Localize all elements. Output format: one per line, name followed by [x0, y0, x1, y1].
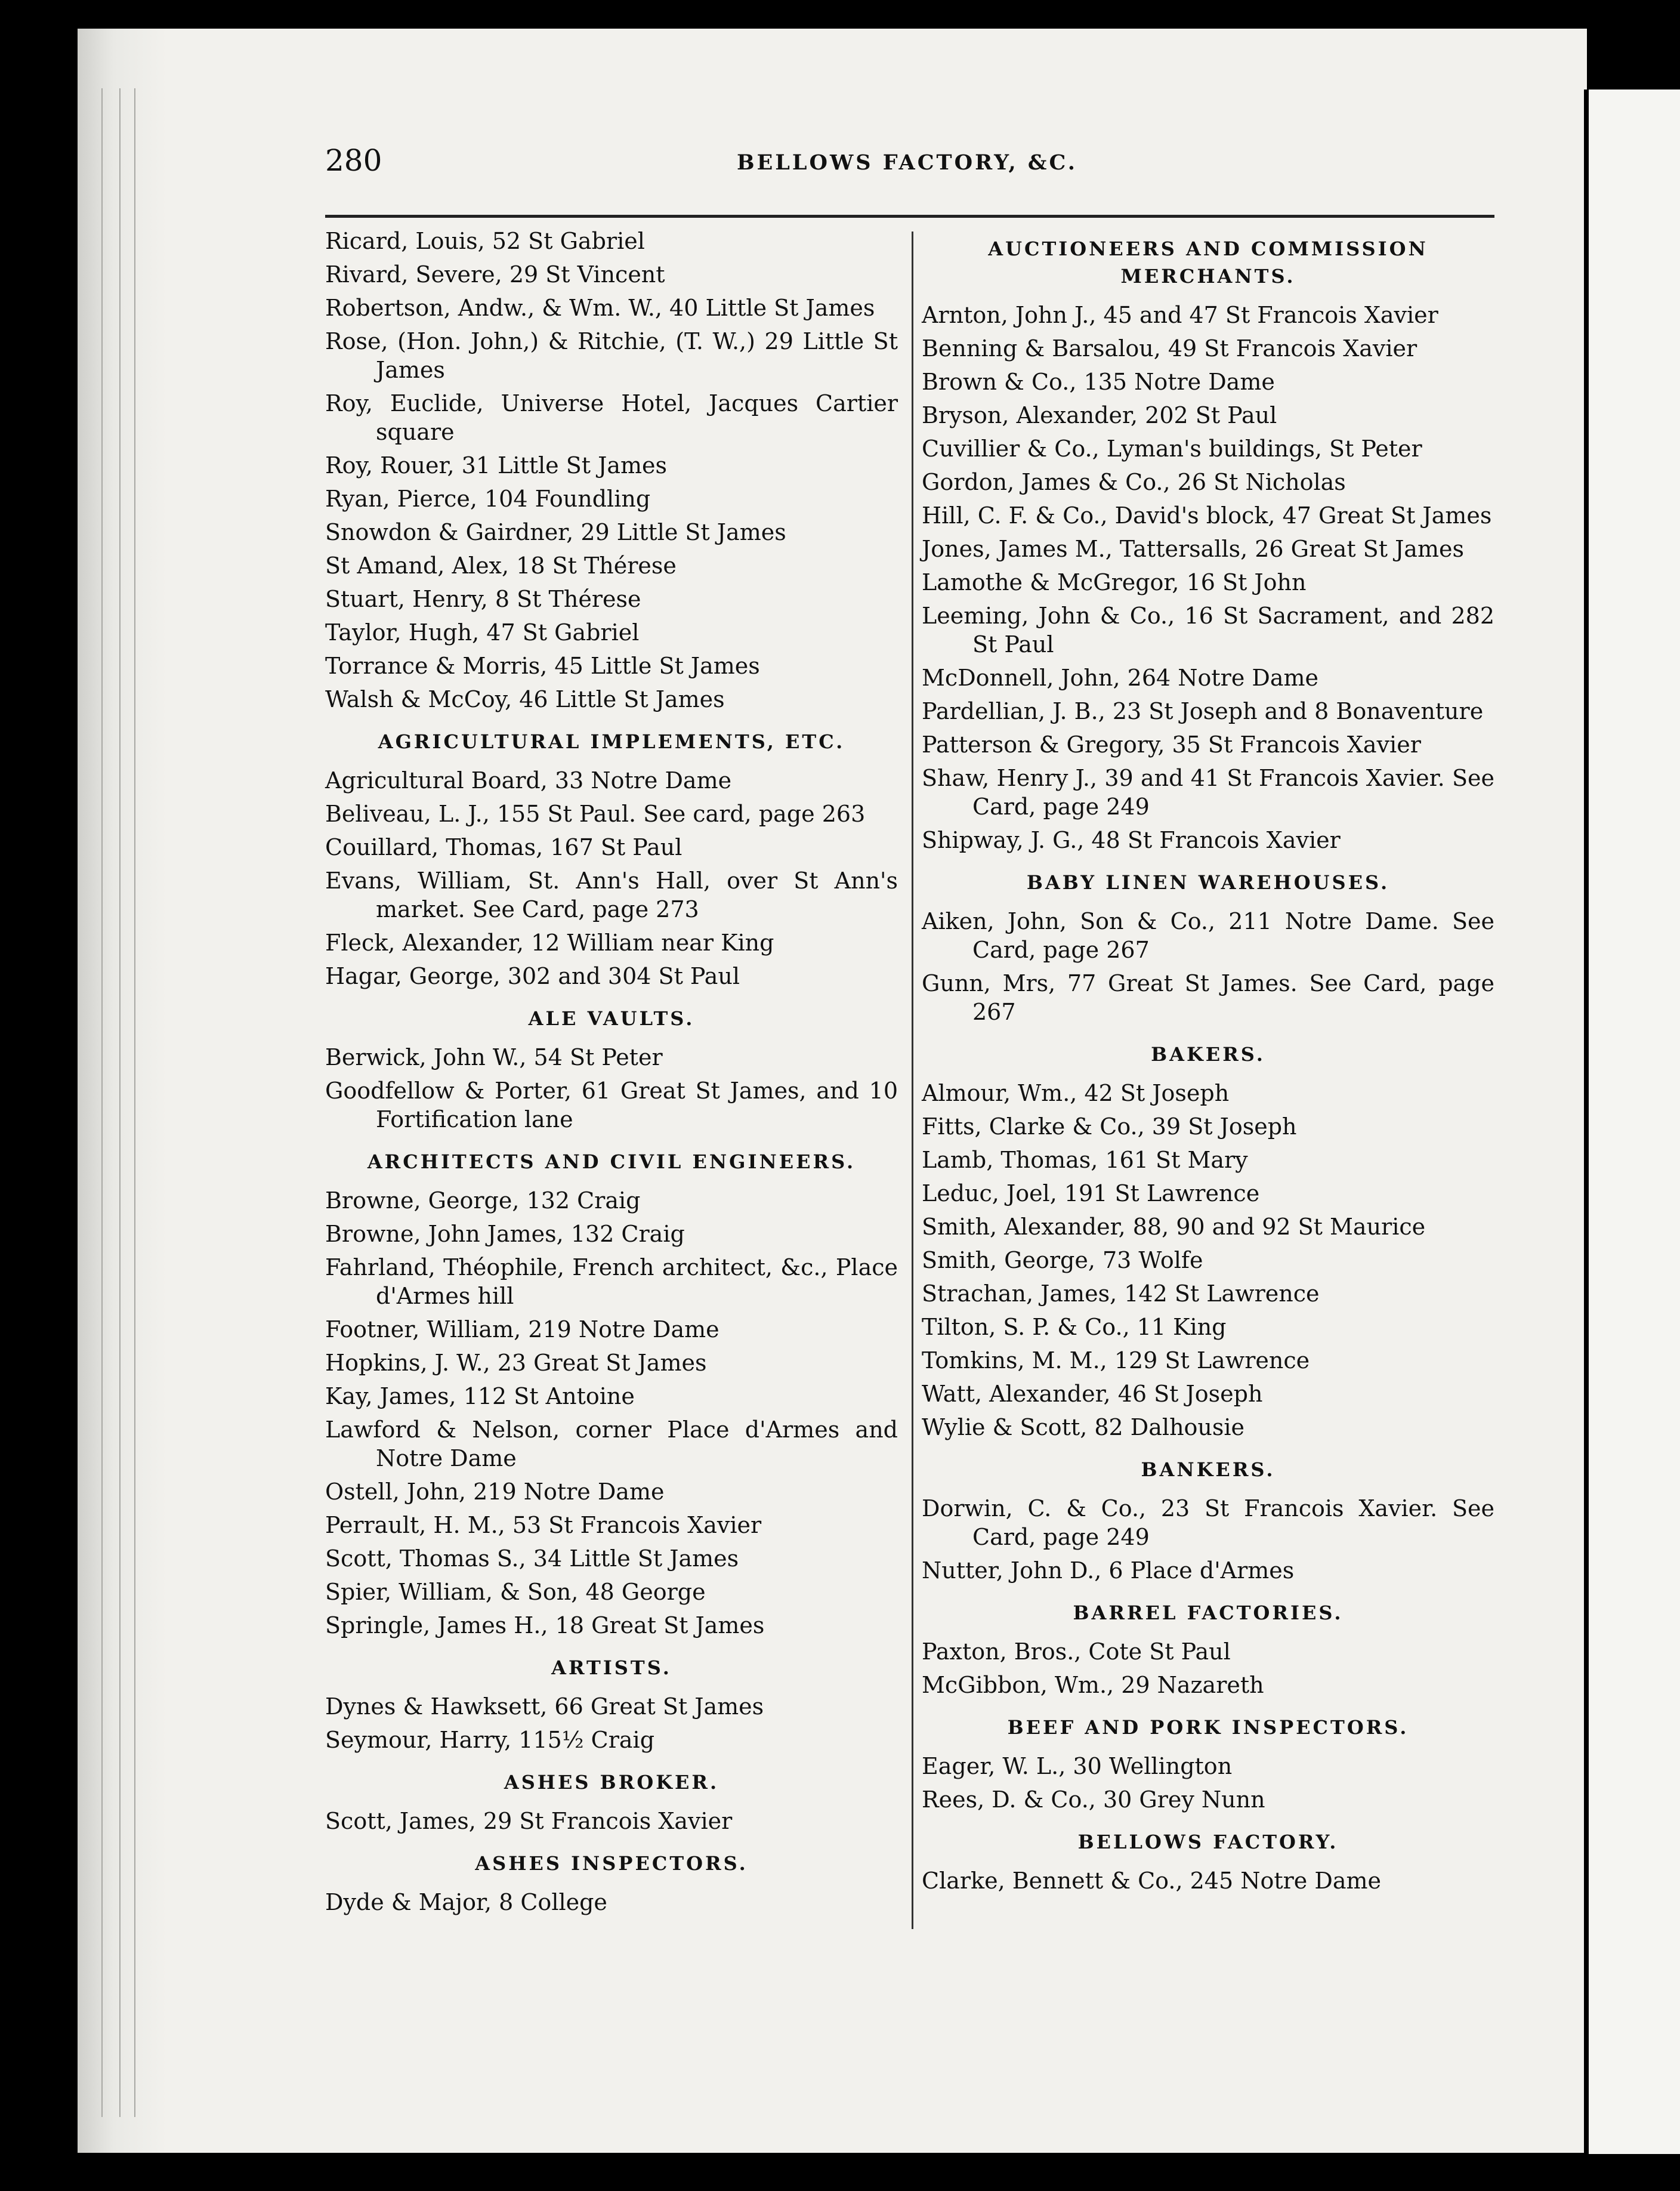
- directory-entry: Bryson, Alexander, 202 St Paul: [922, 402, 1277, 428]
- page-edge-line: [101, 88, 103, 2117]
- directory-entry: Roy, Euclide, Universe Hotel, Jacques Cartier square: [325, 390, 898, 445]
- directory-entry: Hill, C. F. & Co., David's block, 47 Great St James: [922, 502, 1492, 529]
- directory-entry: Browne, George, 132 Craig: [325, 1187, 641, 1214]
- directory-entry: Hopkins, J. W., 23 Great St James: [325, 1350, 707, 1376]
- directory-entry: Watt, Alexander, 46 St Joseph: [922, 1381, 1263, 1407]
- directory-entry: Tilton, S. P. & Co., 11 King: [922, 1314, 1227, 1340]
- directory-entry: Almour, Wm., 42 St Joseph: [922, 1080, 1230, 1106]
- page-edge-line: [119, 88, 121, 2117]
- directory-entry: Patterson & Gregory, 35 St Francois Xavier: [922, 732, 1421, 758]
- directory-entry: Brown & Co., 135 Notre Dame: [922, 369, 1275, 395]
- directory-entry: Rivard, Severe, 29 St Vincent: [325, 261, 665, 288]
- directory-entry: Fahrland, Théophile, French architect, &c., Place d'Armes hill: [325, 1254, 898, 1309]
- page-header: [325, 143, 1494, 191]
- section-heading: BABY LINEN WAREHOUSES.: [1026, 871, 1390, 894]
- section-heading: BEEF AND PORK INSPECTORS.: [1007, 1716, 1409, 1739]
- directory-entry: Rose, (Hon. John,) & Ritchie, (T. W.,) 29 Little St James: [325, 328, 898, 383]
- section-heading: BAKERS.: [1151, 1043, 1265, 1066]
- directory-entry: Hagar, George, 302 and 304 St Paul: [325, 963, 740, 989]
- directory-entry: Lamb, Thomas, 161 St Mary: [922, 1147, 1248, 1173]
- directory-entry: Dynes & Hawksett, 66 Great St James: [325, 1693, 764, 1720]
- directory-entry: Dorwin, C. & Co., 23 St Francois Xavier. See Card, page 249: [922, 1495, 1494, 1550]
- page-edge-shadow: [78, 29, 167, 2153]
- directory-entry: Stuart, Henry, 8 St Thérese: [325, 586, 641, 612]
- directory-entry: Smith, George, 73 Wolfe: [922, 1247, 1203, 1273]
- directory-entry: Scott, Thomas S., 34 Little St James: [325, 1545, 739, 1572]
- section-heading: ARTISTS.: [551, 1656, 672, 1679]
- directory-entry: Wylie & Scott, 82 Dalhousie: [922, 1414, 1245, 1440]
- directory-entry: Evans, William, St. Ann's Hall, over St Ann's market. See Card, page 273: [325, 868, 898, 922]
- directory-entry: Leeming, John & Co., 16 St Sacrament, and 282 St Paul: [922, 603, 1494, 658]
- directory-entry: Lamothe & McGregor, 16 St John: [922, 569, 1307, 595]
- directory-entry: Strachan, James, 142 St Lawrence: [922, 1280, 1320, 1307]
- gutter-border: [1584, 90, 1589, 2154]
- directory-entry: Paxton, Bros., Cote St Paul: [922, 1638, 1231, 1665]
- directory-entry: Benning & Barsalou, 49 St Francois Xavier: [922, 335, 1418, 362]
- directory-entry: Berwick, John W., 54 St Peter: [325, 1044, 663, 1070]
- section-heading: BANKERS.: [1141, 1458, 1276, 1481]
- section-heading: BARREL FACTORIES.: [1073, 1601, 1344, 1624]
- directory-entry: Tomkins, M. M., 129 St Lawrence: [922, 1347, 1310, 1374]
- directory-entry: McDonnell, John, 264 Notre Dame: [922, 665, 1319, 691]
- directory-entry: Fitts, Clarke & Co., 39 St Joseph: [922, 1113, 1297, 1140]
- directory-entry: Pardellian, J. B., 23 St Joseph and 8 Bonaventure: [922, 698, 1484, 724]
- section-heading: AUCTIONEERS AND COMMISSION MERCHANTS.: [988, 237, 1428, 288]
- directory-entry: Perrault, H. M., 53 St Francois Xavier: [325, 1512, 762, 1538]
- directory-entry: Torrance & Morris, 45 Little St James: [325, 653, 760, 679]
- directory-entry: Springle, James H., 18 Great St James: [325, 1612, 765, 1638]
- directory-entry: Arnton, John J., 45 and 47 St Francois Xavier: [922, 302, 1438, 328]
- directory-entry: Walsh & McCoy, 46 Little St James: [325, 686, 725, 712]
- column-divider: [912, 232, 913, 1929]
- directory-entry: Robertson, Andw., & Wm. W., 40 Little St James: [325, 295, 875, 321]
- directory-entry: Gordon, James & Co., 26 St Nicholas: [922, 469, 1346, 495]
- directory-entry: Roy, Rouer, 31 Little St James: [325, 452, 668, 479]
- header-rule: [325, 215, 1494, 218]
- directory-entry: Goodfellow & Porter, 61 Great St James, and 10 Fortification lane: [325, 1078, 898, 1132]
- running-head: BELLOWS FACTORY, &C.: [737, 150, 1077, 175]
- directory-entry: Clarke, Bennett & Co., 245 Notre Dame: [922, 1868, 1382, 1894]
- directory-entry: Agricultural Board, 33 Notre Dame: [325, 767, 732, 794]
- directory-entry: Footner, William, 219 Notre Dame: [325, 1316, 719, 1343]
- page-number: 280: [325, 143, 382, 178]
- directory-entry: Kay, James, 112 St Antoine: [325, 1383, 635, 1409]
- section-heading: AGRICULTURAL IMPLEMENTS, ETC.: [378, 730, 845, 753]
- directory-entry: Ryan, Pierce, 104 Foundling: [325, 486, 651, 512]
- directory-entry: Dyde & Major, 8 College: [325, 1889, 607, 1915]
- section-heading: BELLOWS FACTORY.: [1077, 1831, 1339, 1853]
- directory-entry: Scott, James, 29 St Francois Xavier: [325, 1808, 733, 1834]
- directory-entry: Cuvillier & Co., Lyman's buildings, St Peter: [922, 436, 1422, 462]
- directory-entry: Fleck, Alexander, 12 William near King: [325, 930, 774, 956]
- directory-entry: Ricard, Louis, 52 St Gabriel: [325, 228, 645, 254]
- directory-entry: Aiken, John, Son & Co., 211 Notre Dame. See Card, page 267: [922, 908, 1494, 963]
- section-heading: ARCHITECTS AND CIVIL ENGINEERS.: [367, 1150, 856, 1173]
- directory-entry: Smith, Alexander, 88, 90 and 92 St Maurice: [922, 1214, 1426, 1240]
- section-heading: ASHES BROKER.: [504, 1771, 719, 1794]
- directory-entry: Nutter, John D., 6 Place d'Armes: [922, 1557, 1295, 1584]
- directory-entry: Snowdon & Gairdner, 29 Little St James: [325, 519, 786, 545]
- directory-entry: Browne, John James, 132 Craig: [325, 1221, 685, 1247]
- directory-entry: St Amand, Alex, 18 St Thérese: [325, 553, 677, 579]
- section-heading: ALE VAULTS.: [528, 1007, 695, 1030]
- directory-entry: Shipway, J. G., 48 St Francois Xavier: [922, 827, 1341, 853]
- directory-entry: Lawford & Nelson, corner Place d'Armes and Notre Dame: [325, 1417, 898, 1471]
- directory-entry: Couillard, Thomas, 167 St Paul: [325, 834, 682, 860]
- directory-entry: Jones, James M., Tattersalls, 26 Great St James: [922, 536, 1464, 562]
- right-column: [922, 227, 1494, 1900]
- directory-entry: Leduc, Joel, 191 St Lawrence: [922, 1180, 1260, 1206]
- directory-entry: Shaw, Henry J., 39 and 41 St Francois Xavier. See Card, page 249: [922, 765, 1494, 820]
- directory-entry: Ostell, John, 219 Notre Dame: [325, 1479, 665, 1505]
- directory-entry: Eager, W. L., 30 Wellington: [922, 1753, 1233, 1779]
- directory-entry: McGibbon, Wm., 29 Nazareth: [922, 1672, 1264, 1698]
- directory-entry: Beliveau, L. J., 155 St Paul. See card, page 263: [325, 801, 866, 827]
- left-column: [325, 227, 898, 1921]
- section-heading: ASHES INSPECTORS.: [475, 1852, 748, 1875]
- directory-entry: Taylor, Hugh, 47 St Gabriel: [325, 619, 640, 646]
- facing-page-strip: [1589, 90, 1680, 2154]
- directory-entry: Rees, D. & Co., 30 Grey Nunn: [922, 1786, 1265, 1813]
- directory-entry: Spier, William, & Son, 48 George: [325, 1579, 706, 1605]
- directory-entry: Seymour, Harry, 115½ Craig: [325, 1727, 655, 1753]
- page-edge-line: [134, 88, 135, 2117]
- directory-entry: Gunn, Mrs, 77 Great St James. See Card, page 267: [922, 970, 1494, 1025]
